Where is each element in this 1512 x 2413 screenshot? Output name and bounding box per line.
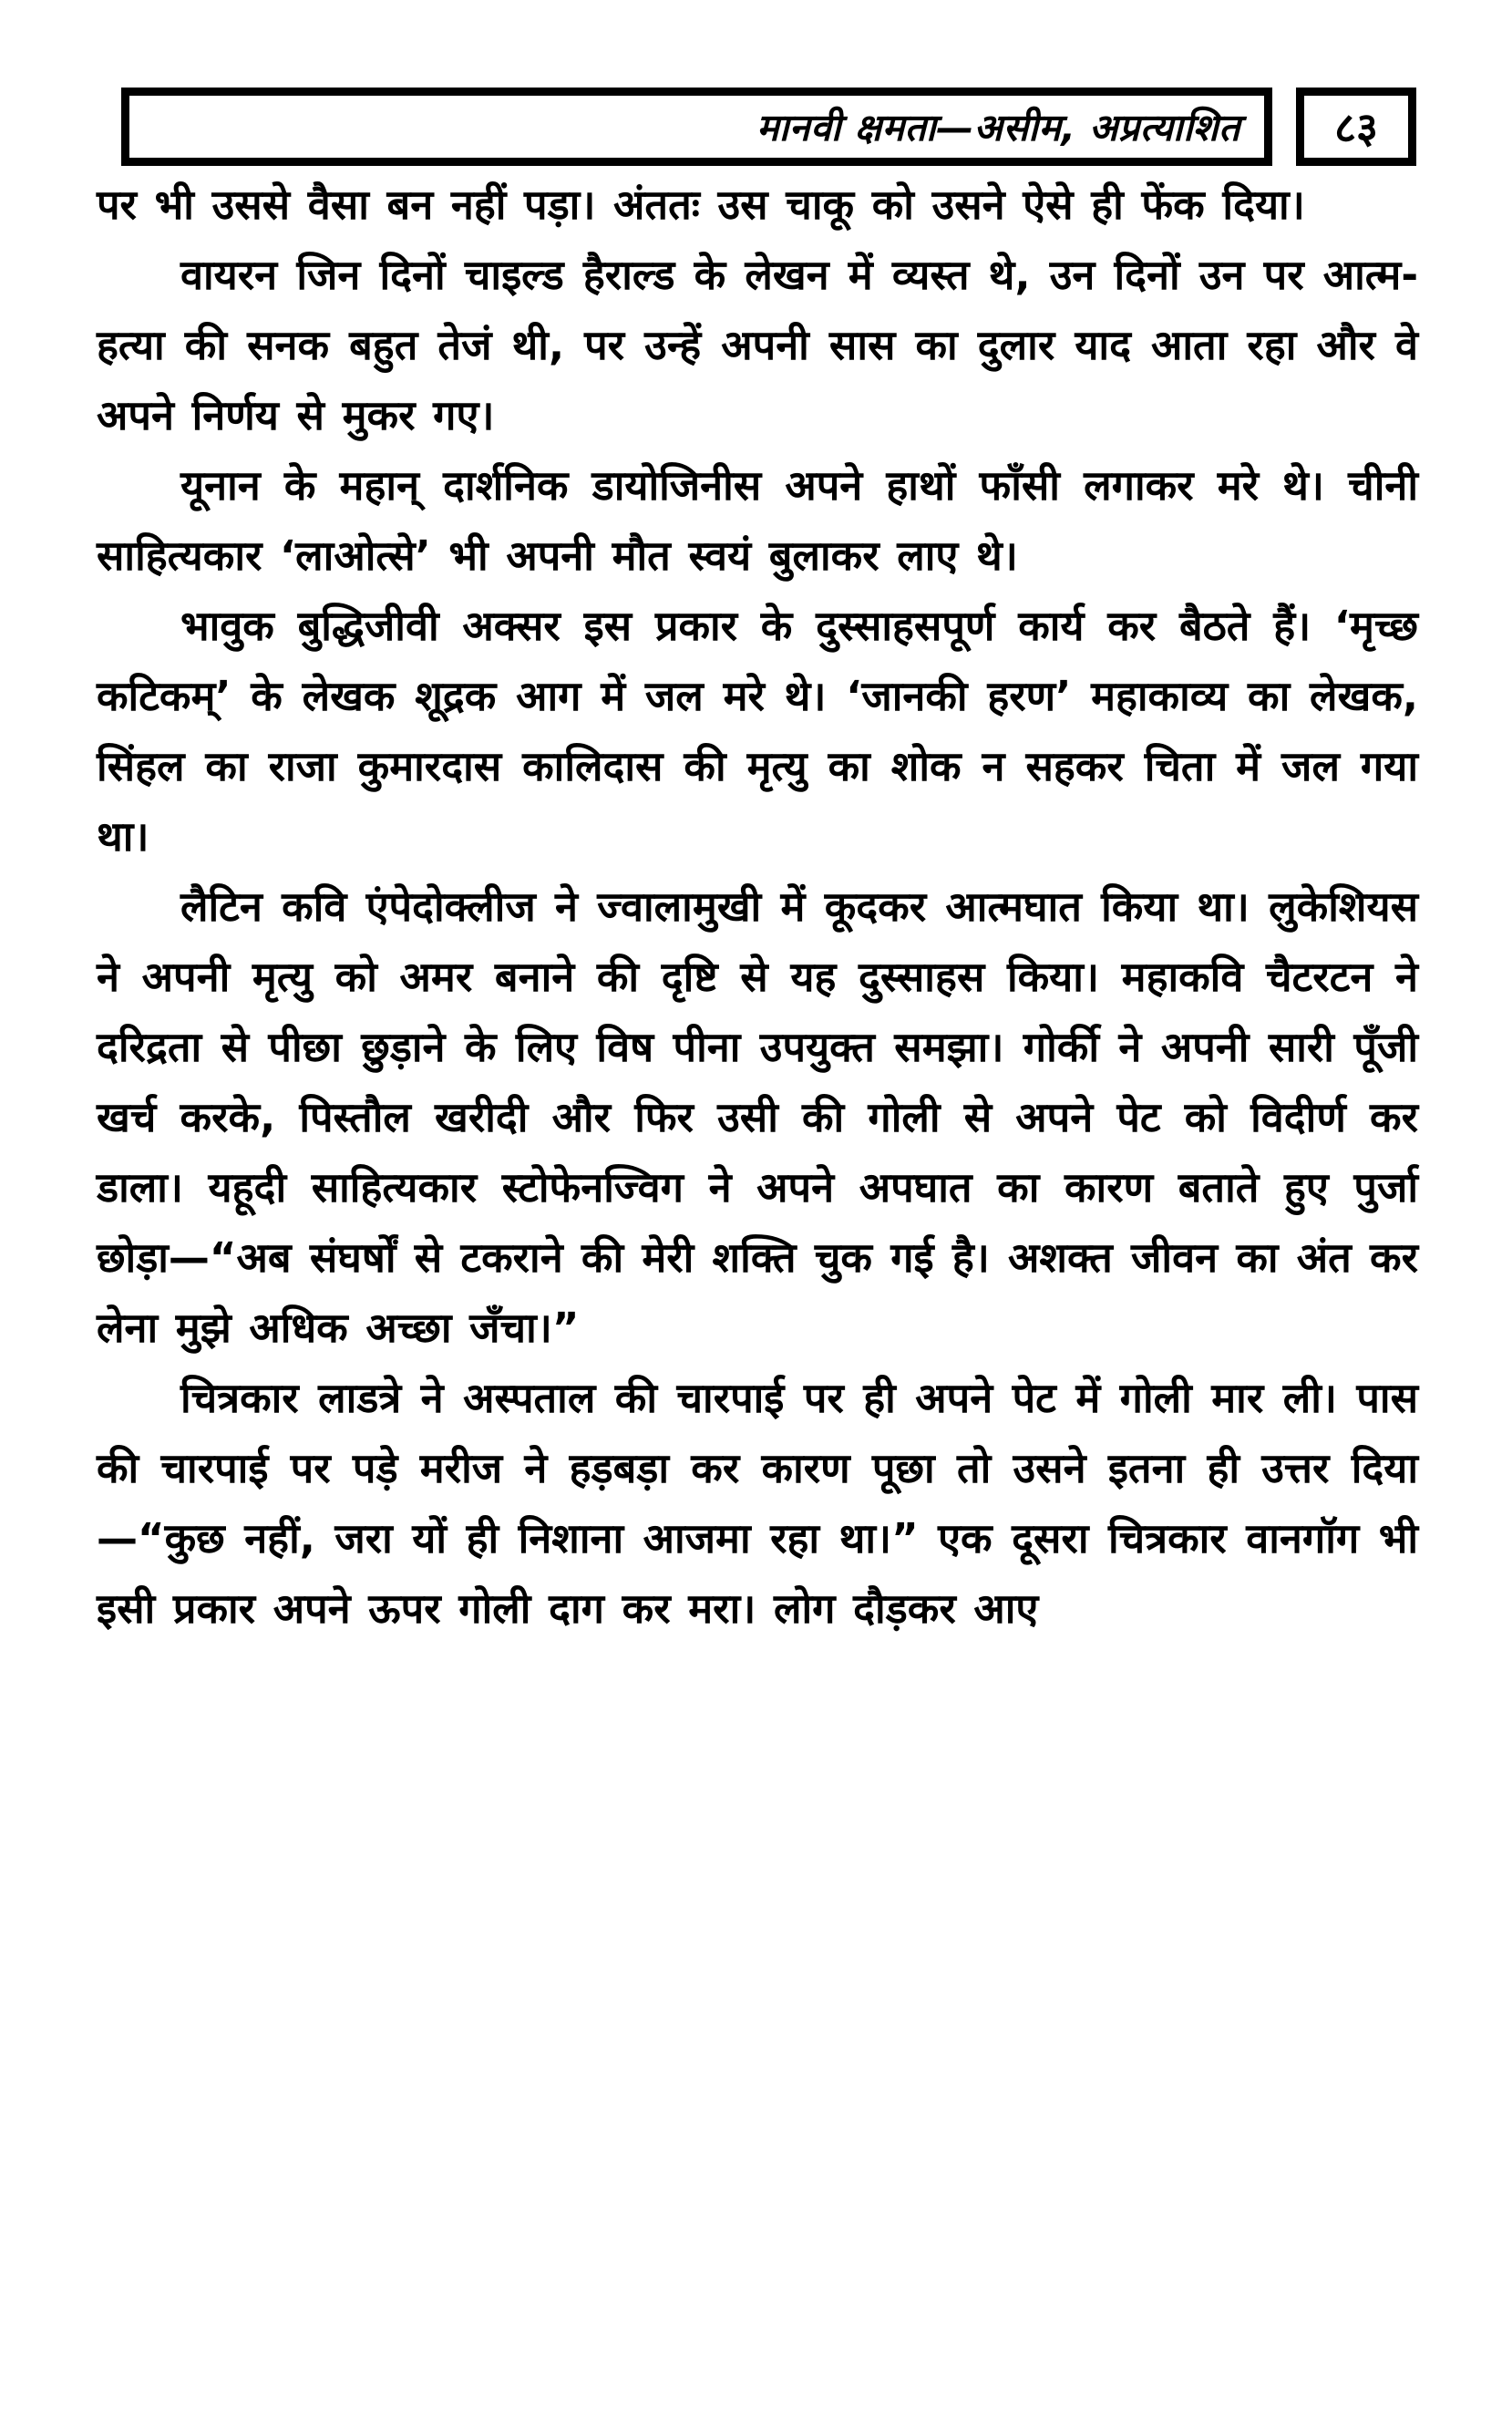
paragraph: भावुक बुद्धिजीवी अक्सर इस प्रकार के दुस्साहसपूर्ण कार्य कर बैठते हैं। ‘मृच्छ कटिकम्’ के लेखक शूद्रक आग में जल मरे थे। ‘जानकी हरण’ महाकाव्य का लेखक, सिंहल का राजा कुमारदास कालिदास की मृत्यु का शोक न सहकर चिता में जल गया था।: [97, 602, 1418, 861]
chapter-title-box: [121, 88, 1272, 166]
paragraph: यूनान के महान् दार्शनिक डायोजिनीस अपने हाथों फाँसी लगाकर मरे थे। चीनी साहित्यकार ‘लाओत्से’ भी अपनी मौत स्वयं बुलाकर लाए थे।: [97, 461, 1418, 580]
paragraph: लैटिन कवि एंपेदोक्लीज ने ज्वालामुखी में कूदकर आत्मघात किया था। लुकेशियस ने अपनी मृत्यु को अमर बनाने की दृष्टि से यह दुस्साहस किया। महाकवि चैटरटन ने दरिद्रता से पीछा छुड़ाने के लिए विष पीना उपयुक्त समझा। गोर्की ने अपनी सारी पूँजी खर्च करके, पिस्तौल खरीदी और फिर उसी की गोली से अपने पेट को विदीर्ण कर डाला। यहूदी साहित्यकार स्टोफेनज्विग ने अपने अपघात का कारण बताते हुए पुर्जा छोड़ा—“अब संघर्षों से टकराने की मेरी शक्ति चुक गई है। अशक्त जीवन का अंत कर लेना मुझे अधिक अच्छा जँचा।”: [97, 882, 1418, 1352]
paragraph: चित्रकार लाडत्रे ने अस्पताल की चारपाई पर ही अपने पेट में गोली मार ली। पास की चारपाई पर पड़े मरीज ने हड़बड़ा कर कारण पूछा तो उसने इतना ही उत्तर दिया—“कुछ नहीं, जरा यों ही निशाना आजमा रहा था।” एक दूसरा चित्रकार वानगॉग भी इसी प्रकार अपने ऊपर गोली दाग कर मरा। लोग दौड़कर आए: [97, 1374, 1418, 1633]
paragraph: वायरन जिन दिनों चाइल्ड हैराल्ड के लेखन में व्यस्त थे, उन दिनों उन पर आत्म-हत्या की सनक बहुत तेजं थी, पर उन्हें अपनी सास का दुलार याद आता रहा और वे अपने निर्णय से मुकर गए।: [97, 251, 1418, 439]
page-number-box: [1296, 88, 1416, 166]
running-head: [121, 88, 1416, 166]
page-body: [97, 170, 1418, 1644]
paragraph-continuation: पर भी उससे वैसा बन नहीं पड़ा। अंततः उस चाकू को उसने ऐसे ही फेंक दिया।: [97, 180, 1305, 229]
page-number: ८३: [1334, 103, 1378, 152]
chapter-title: मानवी क्षमता—असीम, अप्रत्याशित: [756, 106, 1240, 150]
